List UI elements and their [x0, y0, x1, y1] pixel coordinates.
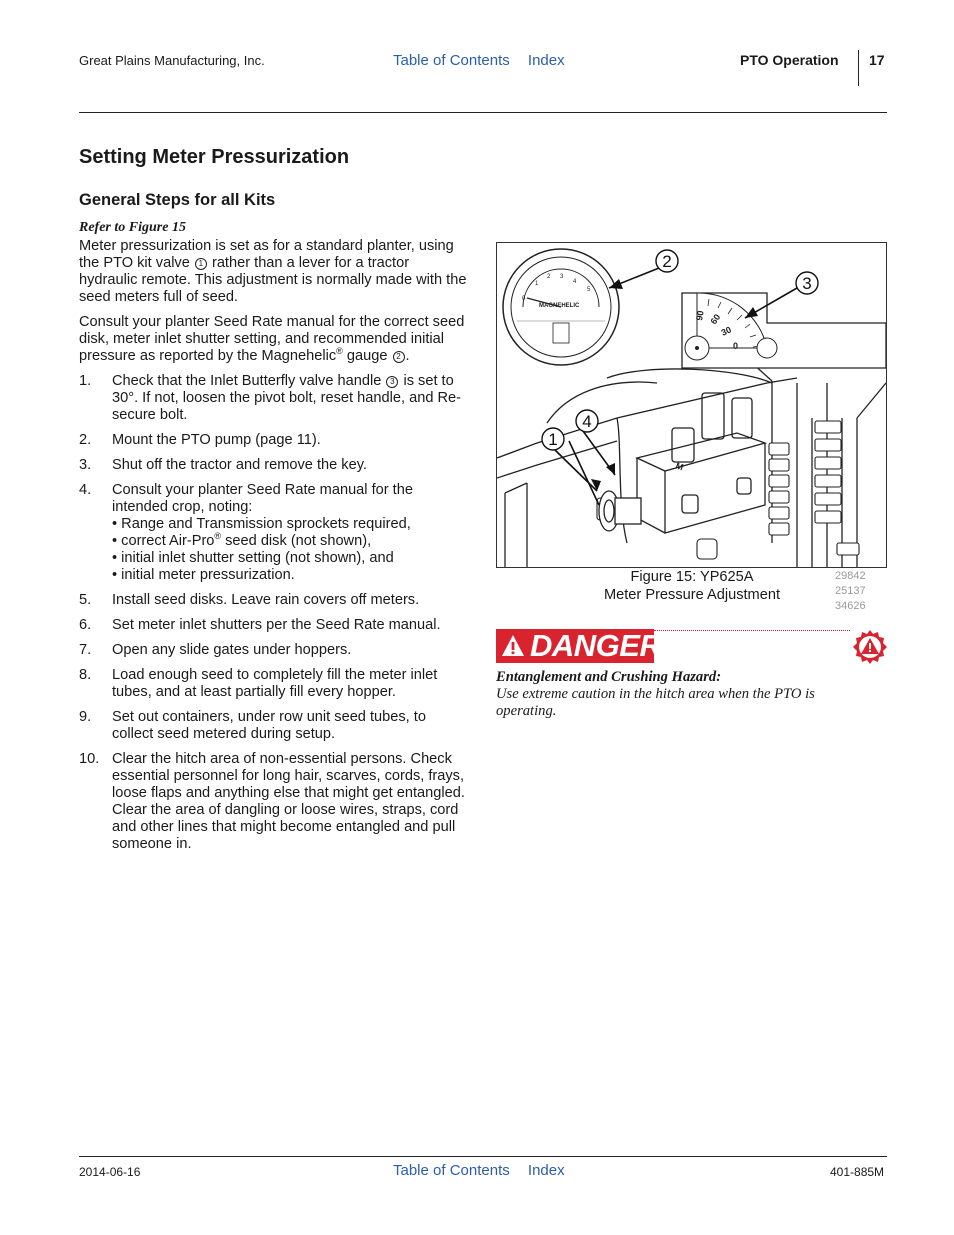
header-rule — [79, 112, 887, 113]
figure-caption: Figure 15: YP625A Meter Pressure Adjustment — [603, 569, 780, 603]
svg-text:2: 2 — [547, 274, 551, 280]
list-item: 9. Set out containers, under row unit seed tubes, to collect seed metered during setup. — [79, 709, 426, 742]
hazard-title: Entanglement and Crushing Hazard: — [496, 669, 722, 685]
hazard-message: Use extreme caution in the hitch area when the PTO is operating. — [496, 686, 815, 719]
figure-part-ids: 29842 25137 34626 — [835, 570, 866, 612]
svg-text:1: 1 — [535, 281, 539, 287]
list-item: 1. Check that the Inlet Butterfly valve handle 3 is set to 30°. If not, loosen the pivot bolt, reset handle, and Re-secure bolt. — [79, 373, 462, 423]
magnehelic-gauge — [503, 249, 619, 365]
index-link[interactable]: Index — [527, 52, 565, 69]
svg-text:4: 4 — [582, 412, 592, 431]
document-number: 401-885M — [830, 1165, 885, 1179]
svg-text:1: 1 — [548, 430, 558, 449]
list-item: 10. Clear the hitch area of non-essential persons. Check essential personnel for long hair, scarves, cords, frays, loose flaps and anything else that might get entangled. Clear the area of dangling or loose wires, straps, cord and other lines that might become entangled and pull someone in. — [79, 751, 465, 852]
footer-nav — [393, 1162, 565, 1179]
svg-text:0: 0 — [522, 296, 526, 302]
list-item: 2. Mount the PTO pump (page 11). — [79, 432, 321, 448]
figure-reference: Refer to Figure 15 — [79, 220, 186, 235]
entanglement-hazard-icon — [852, 629, 888, 665]
footer-rule — [79, 1156, 887, 1157]
svg-text:60: 60 — [708, 312, 723, 327]
svg-text:30: 30 — [719, 324, 733, 338]
page-number: 17 — [869, 52, 885, 68]
page-title: Setting Meter Pressurization — [79, 146, 350, 168]
list-item: 8. Load enough seed to completely fill the meter inlet tubes, and at least partially fill every hopper. — [79, 667, 438, 700]
callout-1-icon: 1 — [195, 258, 207, 270]
callout-3-icon: 3 — [386, 376, 398, 388]
list-item: 5. Install seed disks. Leave rain covers off meters. — [79, 592, 420, 608]
inlet-dial — [682, 293, 886, 368]
svg-text:90: 90 — [694, 309, 706, 322]
header-divider — [858, 50, 859, 86]
list-item: 6. Set meter inlet shutters per the Seed Rate manual. — [79, 617, 441, 633]
svg-text:2: 2 — [662, 252, 672, 271]
toc-link[interactable]: Table of Contents — [393, 52, 510, 69]
list-item: 7. Open any slide gates under hoppers. — [79, 642, 352, 658]
steps-list — [79, 373, 471, 861]
figure-illustration — [496, 242, 887, 568]
sub-bullets: • Range and Transmission sprockets required, • correct Air-Pro® seed disk (not shown), • initial inlet shutter setting (not shown), and • initial meter pressurization. — [112, 516, 411, 583]
header-nav — [393, 52, 565, 69]
danger-label: DANGER — [530, 628, 662, 663]
footer-index-link[interactable]: Index — [527, 1162, 565, 1179]
svg-text:0: 0 — [733, 341, 739, 351]
svg-text:5: 5 — [587, 287, 591, 293]
footer-toc-link[interactable]: Table of Contents — [393, 1162, 510, 1179]
section-subtitle: General Steps for all Kits — [79, 191, 276, 209]
consult-paragraph: Consult your planter Seed Rate manual for the correct seed disk, meter inlet shutter setting, and recommended initial pressure as reported by the Magnehelic® gauge 2 . — [79, 314, 465, 364]
svg-text:4: 4 — [573, 279, 577, 285]
intro-paragraph: Meter pressurization is set as for a standard planter, using the PTO kit valve 1 rather than a lever for a tractor hydraulic remote. This adjustment is normally made with the seed meters full of seed. — [79, 238, 467, 305]
warning-triangle-icon — [501, 634, 525, 658]
callout-2-icon: 2 — [393, 351, 405, 363]
danger-rule — [654, 630, 850, 631]
svg-text:MAGNEHELIC: MAGNEHELIC — [539, 303, 580, 309]
list-item: 3. Shut off the tractor and remove the key. — [79, 457, 367, 473]
company-name: Great Plains Manufacturing, Inc. — [79, 53, 265, 68]
svg-text:3: 3 — [560, 274, 564, 280]
svg-text:M: M — [674, 460, 685, 473]
section-title: PTO Operation — [740, 52, 839, 68]
svg-text:3: 3 — [802, 274, 812, 293]
list-item: 4. Consult your planter Seed Rate manual for the intended crop, noting: • Range and Transmission sprockets required, • correct Air-Pro® seed disk (not shown), • initial inlet shutter setting (not shown), and • initial meter pressurization. — [79, 482, 471, 584]
footer-date: 2014-06-16 — [79, 1165, 141, 1179]
